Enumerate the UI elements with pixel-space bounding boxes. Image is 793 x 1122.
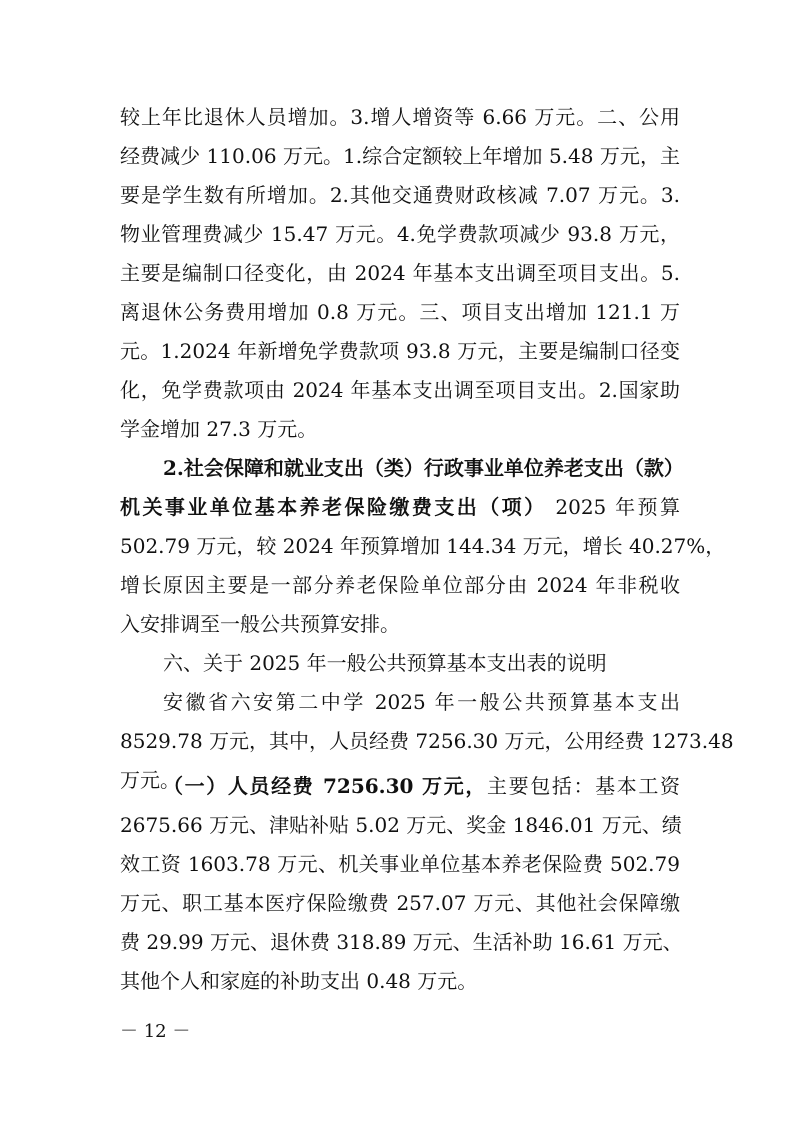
paragraph-line: 物业管理费减少 15.47 万元。4.免学费款项减少 93.8 万元， xyxy=(120,222,680,246)
page-number: － 12 － xyxy=(120,1021,191,1042)
paragraph-line: 要是学生数有所增加。2.其他交通费财政核减 7.07 万元。3. xyxy=(120,183,680,207)
section-2-heading: 2.社会保障和就业支出（类）行政事业单位养老支出（款） xyxy=(163,456,684,480)
paragraph-line: 离退休公务费用增加 0.8 万元。三、项目支出增加 121.1 万 xyxy=(120,300,680,324)
paragraph-line: 502.79 万元，较 2024 年预算增加 144.34 万元，增长 40.27%， xyxy=(120,534,726,558)
personnel-heading-line xyxy=(163,772,680,800)
section-2-heading-line xyxy=(120,493,680,521)
paragraph-line: 2675.66 万元、津贴补贴 5.02 万元、奖金 1846.01 万元、绩 xyxy=(120,813,682,837)
paragraph-line: 效工资 1603.78 万元、机关事业单位基本养老保险费 502.79 xyxy=(120,852,680,876)
paragraph-line: 主要是编制口径变化，由 2024 年基本支出调至项目支出。5. xyxy=(120,261,680,285)
paragraph-line: 经费减少 110.06 万元。1.综合定额较上年增加 5.48 万元，主 xyxy=(120,144,680,168)
paragraph-line: 其他个人和家庭的补助支出 0.48 万元。 xyxy=(120,969,478,993)
paragraph-line: 较上年比退休人员增加。3.增人增资等 6.66 万元。二、公用 xyxy=(120,105,680,129)
paragraph-line: 万元、职工基本医疗保险缴费 257.07 万元、其他社会保障缴 xyxy=(120,891,680,915)
section-2-budget-label: 2025 年预算 xyxy=(546,495,680,519)
paragraph-line: 入安排调至一般公共预算安排。 xyxy=(120,612,400,636)
paragraph-line: 费 29.99 万元、退休费 318.89 万元、生活补助 16.61 万元、 xyxy=(120,930,683,954)
paragraph-line: 学金增加 27.3 万元。 xyxy=(120,417,318,441)
section-6-heading: 六、关于 2025 年一般公共预算基本支出表的说明 xyxy=(163,651,607,675)
section-2-item-name: 机关事业单位基本养老保险缴费支出（项） xyxy=(120,495,547,519)
paragraph-line: 8529.78 万元，其中，人员经费 7256.30 万元，公用经费 1273.48 xyxy=(120,729,734,753)
paragraph-line: 安徽省六安第二中学 2025 年一般公共预算基本支出 xyxy=(163,690,680,714)
personnel-heading: （一）人员经费 7256.30 万元， xyxy=(163,774,487,798)
personnel-intro: 主要包括：基本工资 xyxy=(486,774,680,798)
paragraph-line: 万元。 xyxy=(120,768,180,792)
paragraph-line: 化，免学费款项由 2024 年基本支出调至项目支出。2.国家助 xyxy=(120,378,680,402)
paragraph-line: 增长原因主要是一部分养老保险单位部分由 2024 年非税收 xyxy=(120,573,680,597)
paragraph-line: 元。1.2024 年新增免学费款项 93.8 万元，主要是编制口径变 xyxy=(120,339,680,363)
